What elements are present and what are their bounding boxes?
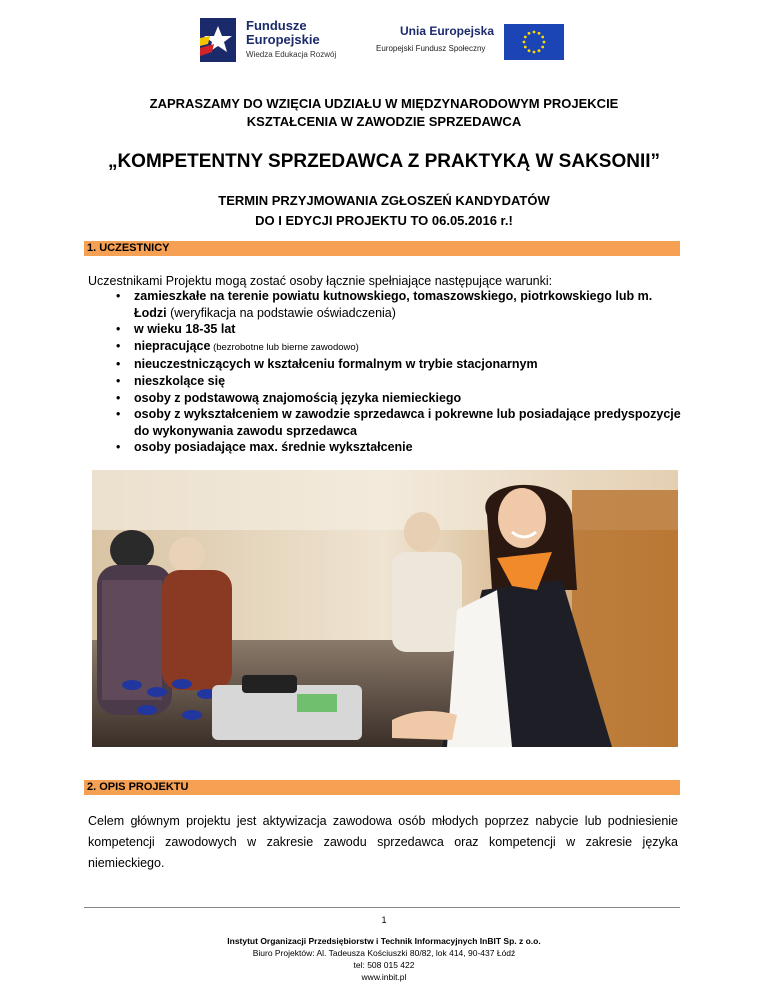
- footer-org: Instytut Organizacji Przedsiębiorstw i Technik Informacyjnych InBIT Sp. z o.o.: [227, 936, 541, 946]
- fe-line2: Europejskie: [246, 32, 320, 47]
- list-item: [88, 321, 688, 338]
- requirements-list: [88, 288, 688, 456]
- list-item: [88, 439, 688, 456]
- invite-line1: ZAPRASZAMY DO WZIĘCIA UDZIAŁU W MIĘDZYNARODOWYM PROJEKCIE: [149, 96, 619, 111]
- fe-line1: Fundusze: [246, 18, 307, 33]
- footer-tel: tel: 508 015 422: [353, 960, 415, 970]
- fundusze-europejskie-logo: [200, 14, 380, 66]
- item-rest: (weryfikacja na podstawie oświadczenia): [166, 305, 396, 320]
- logo-bar: [0, 14, 768, 66]
- deadline-line1: TERMIN PRZYJMOWANIA ZGŁOSZEŃ KANDYDATÓW: [218, 193, 550, 208]
- item-bold: nieszkolące się: [134, 373, 226, 388]
- list-item: [88, 288, 688, 321]
- fe-star-icon: [200, 18, 236, 62]
- item-bold: nieuczestniczących w kształceniu formalnym w trybie stacjonarnym: [134, 357, 538, 372]
- fe-line3: Wiedza Edukacja Rozwój: [246, 50, 337, 59]
- footer-address: Biuro Projektów: Al. Tadeusza Kościuszki 80/82, lok 414, 90-437 Łódź: [252, 948, 516, 958]
- item-bold: zamieszkałe na terenie powiatu kutnowskiego, tomaszowskiego, piotrkowskiego lub m. Łodzi: [134, 289, 653, 320]
- footer-www[interactable]: www.inbit.pl: [361, 972, 407, 982]
- eu-line1: Unia Europejska: [400, 24, 495, 38]
- list-item: [88, 356, 688, 373]
- item-bold: niepracujące: [134, 338, 211, 353]
- item-bold: osoby z wykształceniem w zawodzie sprzedawca i pokrewne lub posiadające predyspozycje do wykonywania zawodu sprzedawca: [134, 407, 681, 438]
- list-item: [88, 390, 688, 407]
- item-bold: osoby posiadające max. średnie wykształcenie: [134, 440, 413, 455]
- deadline-line2: DO I EDYCJI PROJEKTU TO 06.05.2016 r.!: [255, 213, 513, 228]
- list-item: [88, 338, 688, 357]
- item-small: (bezrobotne lub bierne zawodowo): [210, 341, 359, 353]
- eu-line2: Europejski Fundusz Społeczny: [376, 44, 486, 53]
- section-participants-header: 1. UCZESTNICY: [84, 241, 680, 256]
- item-bold: osoby z podstawową znajomością języka niemieckiego: [134, 390, 462, 405]
- section-description-header: 2. OPIS PROJEKTU: [84, 780, 680, 795]
- item-bold: w wieku 18-35 lat: [134, 322, 236, 337]
- invite-line2: KSZTAŁCENIA W ZAWODZIE SPRZEDAWCA: [246, 114, 522, 129]
- list-item: [88, 406, 688, 439]
- list-item: [88, 373, 688, 390]
- participants-intro: Uczestnikami Projektu mogą zostać osoby łącznie spełniające następujące warunki:: [88, 274, 553, 288]
- eu-flag-icon: [504, 24, 564, 60]
- shop-photo: [92, 470, 678, 747]
- project-title: „KOMPETENTNY SPRZEDAWCA Z PRAKTYKĄ W SAKSONII”: [107, 151, 661, 172]
- page-number: 1: [381, 915, 387, 925]
- project-description: Celem głównym projektu jest aktywizacja zawodowa osób młodych poprzez nabycie lub podniesienie kompetencji zawodowych w zakresie zawodu sprzedawca oraz kompetencji w zakresie języka niemieckiego.: [88, 814, 678, 870]
- footer-divider: [84, 907, 680, 908]
